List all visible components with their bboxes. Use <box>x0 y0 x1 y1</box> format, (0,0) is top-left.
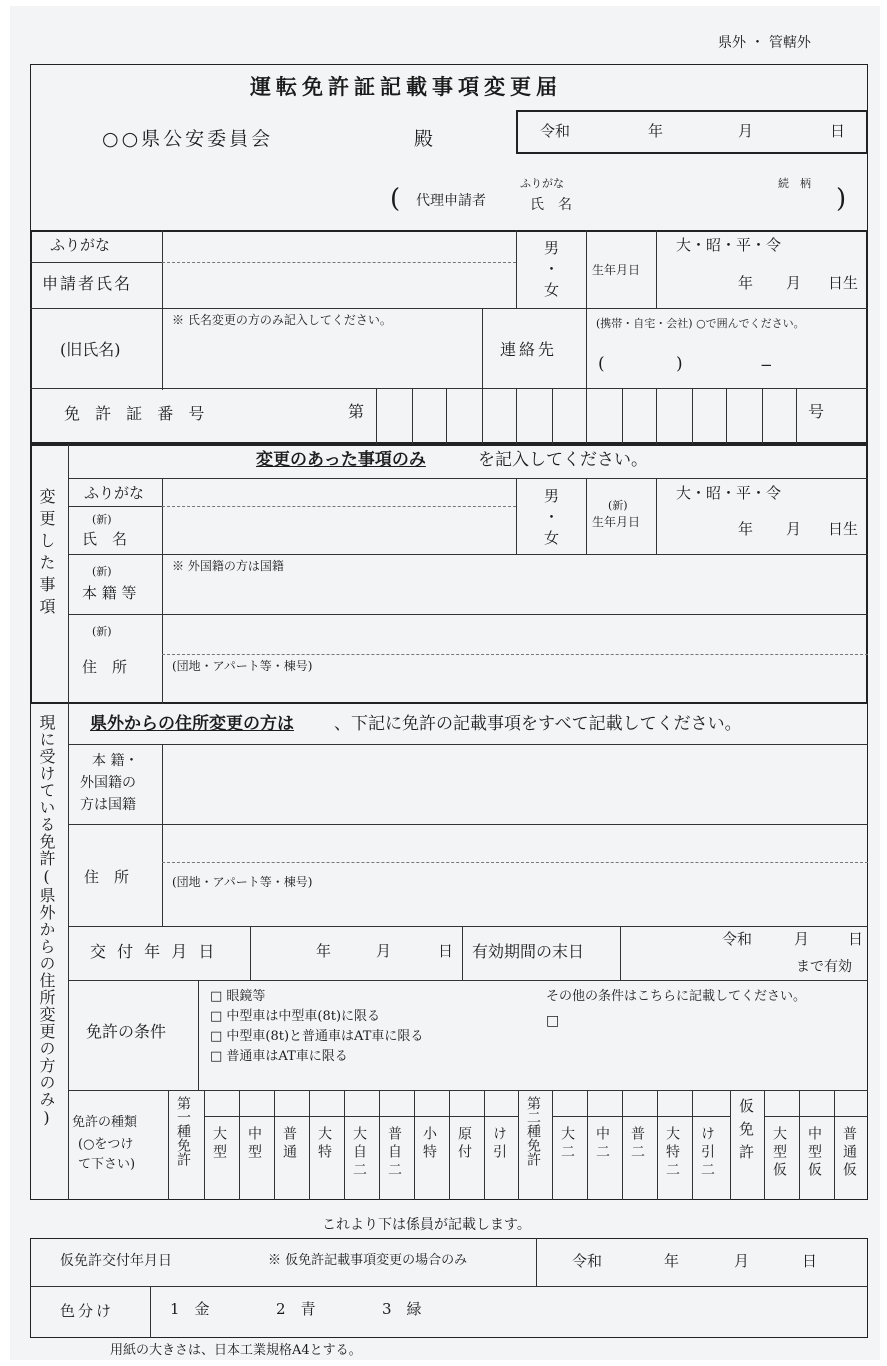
new-birth-label: 生年月日 <box>592 515 641 529</box>
rule-line <box>516 230 517 308</box>
rule-line <box>30 1286 868 1287</box>
paper-size-note: 用紙の大きさは、日本工業規格A4とする。 <box>110 1343 362 1358</box>
rule-line <box>586 230 587 308</box>
class1-kind: け引 <box>491 1126 507 1162</box>
new-birth-suffix: 日生 <box>828 520 859 538</box>
class2-kind: け引二 <box>699 1126 715 1180</box>
rule-line <box>379 1090 380 1200</box>
rule-line <box>587 1090 588 1200</box>
rule-line <box>446 388 447 444</box>
rule-line <box>726 388 727 444</box>
rule-line <box>764 1116 868 1117</box>
changed-side-label: 変更した事項 <box>37 488 56 620</box>
rule-line <box>412 388 413 444</box>
rule-line <box>482 308 483 388</box>
class2-kind: 大二 <box>559 1126 575 1162</box>
rule-line <box>376 388 377 444</box>
rule-line <box>198 980 199 1090</box>
new-furigana-label: ふりがな <box>84 484 145 502</box>
rule-line <box>622 1090 623 1200</box>
rule-line <box>68 980 868 981</box>
rule-line <box>68 704 69 1200</box>
agent-open-paren: ( <box>390 184 401 214</box>
condition-checkbox-item: □ 中型車は中型車(8t)に限る <box>210 1009 381 1024</box>
kinds-label-1: 免許の種類 <box>72 1115 138 1130</box>
rule-line <box>516 478 517 554</box>
rule-line <box>162 230 163 390</box>
class1-label: 第一種免許 <box>175 1096 191 1166</box>
rule-line <box>657 1090 658 1200</box>
new-tag-birth: (新) <box>608 499 628 512</box>
class2-kind: 大特二 <box>664 1126 680 1180</box>
provisional-label: 仮免許 <box>737 1098 755 1167</box>
old-name-note: ※ 氏名変更の方のみ記入してください。 <box>172 313 392 327</box>
rule-line <box>68 1090 868 1091</box>
contact-note: (携帯・自宅・会社) ○で囲んでください。 <box>596 317 805 330</box>
expiry-day: 日 <box>848 930 864 948</box>
current-instruction-main: 県外からの住所変更の方は <box>90 714 294 734</box>
current-instruction-rest: 、下記に免許の記載事項をすべて記載してください。 <box>334 714 742 734</box>
domicile-note: ※ 外国籍の方は国籍 <box>172 559 284 573</box>
dotted-line <box>162 862 868 863</box>
address-note: (団地・アパート等・棟号) <box>172 659 313 673</box>
dotted-line <box>162 654 868 655</box>
birth-month: 月 <box>786 274 802 292</box>
old-name-label: (旧氏名) <box>60 340 121 359</box>
staff-day: 日 <box>802 1252 818 1270</box>
birth-label: 生年月日 <box>592 263 641 277</box>
kinds-label-3: て下さい) <box>78 1157 136 1172</box>
rule-line <box>656 388 657 444</box>
rule-line <box>730 1090 731 1200</box>
rule-line <box>68 506 162 507</box>
new-tag-address: (新) <box>92 625 112 638</box>
provisional-kind: 中型仮 <box>806 1126 822 1180</box>
rule-line <box>796 388 797 444</box>
scope-label: 県外 ・ 管轄外 <box>718 35 811 51</box>
provisional-issue-label: 仮免許交付年月日 <box>60 1253 172 1269</box>
class1-kind: 小特 <box>421 1126 437 1162</box>
rule-line <box>68 444 69 704</box>
birth-suffix: 日生 <box>828 274 859 292</box>
provisional-note: ※ 仮免許記載事項変更の場合のみ <box>268 1253 468 1268</box>
rule-line <box>834 1090 835 1200</box>
rule-line <box>518 1090 519 1200</box>
new-name-label: 氏 名 <box>82 530 128 548</box>
new-sex-options: 男・女 <box>542 488 560 551</box>
condition-checkbox-item: □ 普通車はAT車に限る <box>210 1049 348 1064</box>
honorific: 殿 <box>414 128 434 150</box>
era-options: 大・昭・平・令 <box>676 236 782 254</box>
rule-line <box>484 1090 485 1200</box>
agent-furigana-label: ふりがな <box>520 177 564 190</box>
expiry-label: 有効期間の末日 <box>472 942 585 961</box>
new-address-label: 住 所 <box>82 658 128 676</box>
rule-line <box>462 926 463 980</box>
rule-line <box>692 388 693 444</box>
other-conditions-note: その他の条件はこちらに記載してください。 <box>546 989 807 1004</box>
rule-line <box>30 388 868 389</box>
rule-line <box>622 388 623 444</box>
new-domicile-label: 本 籍 等 <box>82 584 137 602</box>
class1-kind: 原付 <box>456 1126 472 1162</box>
dotted-line <box>162 506 516 507</box>
rule-line <box>274 1090 275 1200</box>
license-prefix: 第 <box>348 402 365 421</box>
agent-relation-label: 続 柄 <box>778 177 811 190</box>
birth-year: 年 <box>738 274 754 292</box>
rule-line <box>309 1090 310 1200</box>
rule-line <box>250 926 251 980</box>
new-birth-month: 月 <box>786 520 802 538</box>
provisional-kind: 普通仮 <box>841 1126 857 1180</box>
staff-year: 年 <box>664 1252 680 1270</box>
class2-kind: 中二 <box>594 1126 610 1162</box>
kinds-label-2: (○をつけ <box>78 1137 134 1152</box>
rule-line <box>68 824 868 825</box>
rule-line <box>586 478 587 554</box>
agent-close-paren: ) <box>836 184 847 214</box>
form-title: 運転免許証記載事項変更届 <box>250 74 562 99</box>
rule-line <box>68 744 868 745</box>
rule-line <box>68 926 868 927</box>
class1-kind: 普通 <box>281 1126 297 1162</box>
color-label: 色分け <box>60 1302 115 1320</box>
rule-line <box>552 1090 553 1200</box>
issue-year: 年 <box>316 942 332 960</box>
class1-kind: 大型 <box>211 1126 227 1162</box>
addressee: ○○県公安委員会 <box>102 128 274 150</box>
rule-line <box>799 1090 800 1200</box>
expiry-era: 令和 <box>722 930 753 948</box>
conditions-label: 免許の条件 <box>86 1022 167 1041</box>
rule-line <box>516 388 517 444</box>
date-era: 令和 <box>540 122 571 140</box>
changed-section <box>30 444 868 704</box>
current-domicile-label-3: 方は国籍 <box>80 797 136 813</box>
license-number-label: 免 許 証 番 号 <box>64 404 210 423</box>
condition-checkbox-item: □ 中型車(8t)と普通車はAT車に限る <box>210 1029 424 1044</box>
other-conditions-checkbox: □ <box>546 1013 560 1029</box>
rule-line <box>68 614 868 615</box>
color-option: 3 緑 <box>382 1300 422 1318</box>
date-month: 月 <box>738 122 754 140</box>
date-day: 日 <box>830 122 846 140</box>
current-domicile-label-2: 外国籍の <box>80 775 136 791</box>
applicant-name-label: 申請者氏名 <box>42 274 133 293</box>
rule-line <box>762 388 763 444</box>
new-tag-name: (新) <box>92 513 112 526</box>
rule-line <box>204 1090 205 1200</box>
class2-kind: 普二 <box>629 1126 645 1162</box>
issue-day: 日 <box>438 942 454 960</box>
rule-line <box>68 554 868 555</box>
issue-month: 月 <box>376 942 392 960</box>
changed-instruction-main: 変更のあった事項のみ <box>256 450 426 470</box>
rule-line <box>620 926 621 980</box>
rule-line <box>764 1090 765 1200</box>
phone-dash: − <box>760 356 773 374</box>
rule-line <box>586 388 587 444</box>
phone-close-paren: ) <box>676 354 683 374</box>
contact-label: 連絡先 <box>500 340 558 359</box>
class1-kind: 中型 <box>246 1126 262 1162</box>
rule-line <box>204 1116 518 1117</box>
new-birth-year: 年 <box>738 520 754 538</box>
rule-line <box>30 308 868 309</box>
valid-until: まで有効 <box>796 959 852 975</box>
phone-open-paren: ( <box>598 354 605 374</box>
provisional-kind: 大型仮 <box>771 1126 787 1180</box>
dotted-line <box>162 262 516 263</box>
rule-line <box>168 1090 169 1200</box>
class1-kind: 大特 <box>316 1126 332 1162</box>
new-era-options: 大・昭・平・令 <box>676 484 782 502</box>
current-license-side-label: 現に受けている免許(県外からの住所変更の方のみ) <box>37 714 56 1128</box>
rule-line <box>552 388 553 444</box>
agent-name-label: 氏 名 <box>530 197 572 213</box>
class1-kind: 普自二 <box>386 1126 402 1180</box>
changed-instruction-rest: を記入してください。 <box>478 450 648 470</box>
agent-label: 代理申請者 <box>416 193 486 209</box>
staff-month: 月 <box>734 1252 750 1270</box>
condition-checkbox-item: □ 眼鏡等 <box>210 989 266 1004</box>
rule-line <box>449 1090 450 1200</box>
expiry-month: 月 <box>794 930 810 948</box>
rule-line <box>239 1090 240 1200</box>
rule-line <box>162 744 163 926</box>
license-suffix: 号 <box>808 402 825 421</box>
rule-line <box>656 478 657 554</box>
rule-line <box>656 230 657 308</box>
class2-label: 第二種免許 <box>525 1096 541 1166</box>
rule-line <box>552 1116 730 1117</box>
rule-line <box>414 1090 415 1200</box>
rule-line <box>30 262 162 263</box>
rule-line <box>692 1090 693 1200</box>
current-address-note: (団地・アパート等・棟号) <box>172 875 313 889</box>
class1-kind: 大自二 <box>351 1126 367 1180</box>
furigana-label: ふりがな <box>50 236 111 254</box>
rule-line <box>482 388 483 444</box>
rule-line <box>162 478 163 704</box>
rule-line <box>536 1238 537 1286</box>
current-address-label: 住 所 <box>84 868 130 886</box>
rule-line <box>150 1286 151 1338</box>
color-option: 1 金 <box>170 1300 210 1318</box>
rule-line <box>68 478 868 479</box>
staff-era: 令和 <box>572 1252 603 1270</box>
rule-line <box>586 308 587 388</box>
color-option: 2 青 <box>276 1300 316 1318</box>
staff-notice: これより下は係員が記載します。 <box>322 1217 531 1233</box>
issue-date-label: 交 付 年 月 日 <box>90 942 218 961</box>
sex-options: 男・女 <box>542 240 560 303</box>
current-domicile-label-1: 本 籍・ <box>92 753 139 769</box>
new-tag-domicile: (新) <box>92 565 112 578</box>
date-year: 年 <box>648 122 664 140</box>
rule-line <box>344 1090 345 1200</box>
